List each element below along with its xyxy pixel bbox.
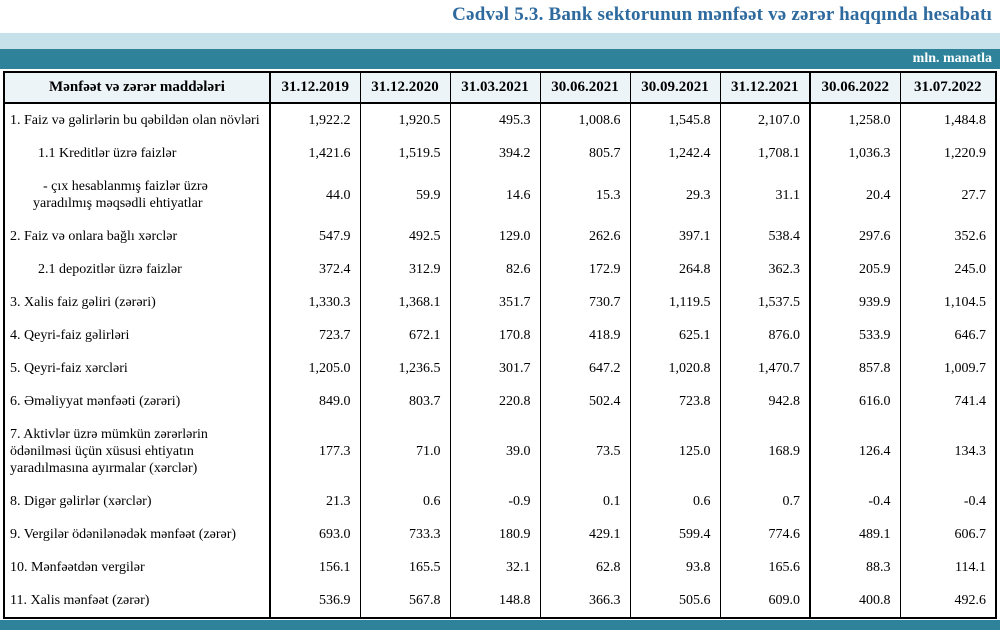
value-cell: 647.2 bbox=[540, 352, 630, 385]
value-cell: 177.3 bbox=[270, 418, 360, 485]
value-cell: 646.7 bbox=[900, 319, 996, 352]
value-cell: 609.0 bbox=[720, 584, 810, 618]
value-cell: 672.1 bbox=[360, 319, 450, 352]
row-label: 7. Aktivlər üzrə mümkün zərərlərin ödənilməsi üçün xüsusi ehtiyatın yaradılmasına ayırmalar (xərclər) bbox=[4, 418, 270, 485]
value-cell: 180.9 bbox=[450, 518, 540, 551]
value-cell: 165.6 bbox=[720, 551, 810, 584]
value-cell: 505.6 bbox=[630, 584, 720, 618]
table-row bbox=[4, 385, 996, 418]
value-cell: -0.4 bbox=[810, 485, 900, 518]
unit-label: mln. manatla bbox=[912, 51, 992, 66]
value-cell: 1,421.6 bbox=[270, 137, 360, 170]
row-label: 8. Digər gəlirlər (xərclər) bbox=[4, 485, 270, 518]
table-row bbox=[4, 551, 996, 584]
row-label: 3. Xalis faiz gəliri (zərəri) bbox=[4, 286, 270, 319]
row-label: - çıx hesablanmış faizlər üzrə yaradılmış məqsədli ehtiyatlar bbox=[4, 170, 270, 220]
table-row bbox=[4, 137, 996, 170]
row-label: 10. Mənfəətdən vergilər bbox=[4, 551, 270, 584]
header-items-column: Mənfəət və zərər maddələri bbox=[4, 72, 270, 103]
row-label: 1. Faiz və gəlirlərin bu qəbildən olan növləri bbox=[4, 103, 270, 137]
value-cell: 59.9 bbox=[360, 170, 450, 220]
value-cell: 1,920.5 bbox=[360, 103, 450, 137]
value-cell: 20.4 bbox=[810, 170, 900, 220]
header-date-column: 30.06.2021 bbox=[540, 72, 630, 103]
value-cell: 489.1 bbox=[810, 518, 900, 551]
value-cell: 805.7 bbox=[540, 137, 630, 170]
value-cell: 429.1 bbox=[540, 518, 630, 551]
value-cell: 172.9 bbox=[540, 253, 630, 286]
value-cell: 693.0 bbox=[270, 518, 360, 551]
value-cell: 15.3 bbox=[540, 170, 630, 220]
value-cell: 0.6 bbox=[630, 485, 720, 518]
row-label: 9. Vergilər ödənilənədək mənfəət (zərər) bbox=[4, 518, 270, 551]
value-cell: 14.6 bbox=[450, 170, 540, 220]
value-cell: 2,107.0 bbox=[720, 103, 810, 137]
value-cell: 264.8 bbox=[630, 253, 720, 286]
value-cell: 125.0 bbox=[630, 418, 720, 485]
row-label: 1.1 Kreditlər üzrə faizlər bbox=[4, 137, 270, 170]
value-cell: 312.9 bbox=[360, 253, 450, 286]
table-row bbox=[4, 170, 996, 220]
value-cell: 567.8 bbox=[360, 584, 450, 618]
value-cell: 0.7 bbox=[720, 485, 810, 518]
value-cell: 733.3 bbox=[360, 518, 450, 551]
value-cell: 492.5 bbox=[360, 220, 450, 253]
value-cell: 1,036.3 bbox=[810, 137, 900, 170]
value-cell: 606.7 bbox=[900, 518, 996, 551]
value-cell: 394.2 bbox=[450, 137, 540, 170]
value-cell: 156.1 bbox=[270, 551, 360, 584]
value-cell: 1,205.0 bbox=[270, 352, 360, 385]
value-cell: 351.7 bbox=[450, 286, 540, 319]
value-cell: 730.7 bbox=[540, 286, 630, 319]
value-cell: 599.4 bbox=[630, 518, 720, 551]
value-cell: 1,020.8 bbox=[630, 352, 720, 385]
value-cell: 1,519.5 bbox=[360, 137, 450, 170]
row-label: 6. Əməliyyat mənfəəti (zərəri) bbox=[4, 385, 270, 418]
header-date-column: 30.09.2021 bbox=[630, 72, 720, 103]
header-date-column: 30.06.2022 bbox=[810, 72, 900, 103]
value-cell: 547.9 bbox=[270, 220, 360, 253]
value-cell: 857.8 bbox=[810, 352, 900, 385]
table-row bbox=[4, 220, 996, 253]
table-row bbox=[4, 518, 996, 551]
header-date-column: 31.12.2021 bbox=[720, 72, 810, 103]
value-cell: 418.9 bbox=[540, 319, 630, 352]
value-cell: 0.1 bbox=[540, 485, 630, 518]
value-cell: 1,484.8 bbox=[900, 103, 996, 137]
value-cell: -0.9 bbox=[450, 485, 540, 518]
value-cell: 400.8 bbox=[810, 584, 900, 618]
row-label: 5. Qeyri-faiz xərcləri bbox=[4, 352, 270, 385]
value-cell: 31.1 bbox=[720, 170, 810, 220]
value-cell: 27.7 bbox=[900, 170, 996, 220]
table-row bbox=[4, 485, 996, 518]
value-cell: 1,470.7 bbox=[720, 352, 810, 385]
unit-bar bbox=[0, 49, 1000, 69]
value-cell: -0.4 bbox=[900, 485, 996, 518]
value-cell: 165.5 bbox=[360, 551, 450, 584]
value-cell: 1,242.4 bbox=[630, 137, 720, 170]
value-cell: 44.0 bbox=[270, 170, 360, 220]
row-label: 11. Xalis mənfəət (zərər) bbox=[4, 584, 270, 618]
value-cell: 1,258.0 bbox=[810, 103, 900, 137]
value-cell: 741.4 bbox=[900, 385, 996, 418]
value-cell: 168.9 bbox=[720, 418, 810, 485]
decor-bar-light bbox=[0, 33, 1000, 49]
value-cell: 1,009.7 bbox=[900, 352, 996, 385]
table-header bbox=[4, 72, 996, 103]
header-date-column: 31.07.2022 bbox=[900, 72, 996, 103]
value-cell: 492.6 bbox=[900, 584, 996, 618]
value-cell: 134.3 bbox=[900, 418, 996, 485]
value-cell: 114.1 bbox=[900, 551, 996, 584]
value-cell: 32.1 bbox=[450, 551, 540, 584]
row-label: 2.1 depozitlər üzrə faizlər bbox=[4, 253, 270, 286]
value-cell: 1,008.6 bbox=[540, 103, 630, 137]
value-cell: 39.0 bbox=[450, 418, 540, 485]
value-cell: 170.8 bbox=[450, 319, 540, 352]
table-row bbox=[4, 286, 996, 319]
value-cell: 1,922.2 bbox=[270, 103, 360, 137]
profit-loss-table bbox=[3, 71, 997, 619]
value-cell: 533.9 bbox=[810, 319, 900, 352]
row-label: 4. Qeyri-faiz gəlirləri bbox=[4, 319, 270, 352]
value-cell: 803.7 bbox=[360, 385, 450, 418]
value-cell: 71.0 bbox=[360, 418, 450, 485]
value-cell: 301.7 bbox=[450, 352, 540, 385]
value-cell: 939.9 bbox=[810, 286, 900, 319]
bottom-bar bbox=[0, 620, 1000, 630]
value-cell: 1,537.5 bbox=[720, 286, 810, 319]
value-cell: 397.1 bbox=[630, 220, 720, 253]
table-row bbox=[4, 253, 996, 286]
value-cell: 1,708.1 bbox=[720, 137, 810, 170]
value-cell: 495.3 bbox=[450, 103, 540, 137]
header-date-column: 31.03.2021 bbox=[450, 72, 540, 103]
header-date-column: 31.12.2019 bbox=[270, 72, 360, 103]
value-cell: 21.3 bbox=[270, 485, 360, 518]
value-cell: 82.6 bbox=[450, 253, 540, 286]
value-cell: 1,119.5 bbox=[630, 286, 720, 319]
table-row bbox=[4, 352, 996, 385]
value-cell: 148.8 bbox=[450, 584, 540, 618]
value-cell: 73.5 bbox=[540, 418, 630, 485]
value-cell: 88.3 bbox=[810, 551, 900, 584]
value-cell: 126.4 bbox=[810, 418, 900, 485]
value-cell: 1,330.3 bbox=[270, 286, 360, 319]
value-cell: 1,368.1 bbox=[360, 286, 450, 319]
value-cell: 93.8 bbox=[630, 551, 720, 584]
value-cell: 29.3 bbox=[630, 170, 720, 220]
value-cell: 1,104.5 bbox=[900, 286, 996, 319]
page-title: Cədvəl 5.3. Bank sektorunun mənfəət və zərər haqqında hesabatı bbox=[452, 4, 992, 25]
table-body bbox=[4, 103, 996, 618]
value-cell: 876.0 bbox=[720, 319, 810, 352]
value-cell: 1,545.8 bbox=[630, 103, 720, 137]
report-page bbox=[0, 4, 1000, 630]
value-cell: 366.3 bbox=[540, 584, 630, 618]
value-cell: 502.4 bbox=[540, 385, 630, 418]
value-cell: 849.0 bbox=[270, 385, 360, 418]
value-cell: 723.7 bbox=[270, 319, 360, 352]
table-row bbox=[4, 418, 996, 485]
value-cell: 1,220.9 bbox=[900, 137, 996, 170]
value-cell: 616.0 bbox=[810, 385, 900, 418]
value-cell: 245.0 bbox=[900, 253, 996, 286]
value-cell: 205.9 bbox=[810, 253, 900, 286]
value-cell: 262.6 bbox=[540, 220, 630, 253]
value-cell: 352.6 bbox=[900, 220, 996, 253]
value-cell: 942.8 bbox=[720, 385, 810, 418]
row-label: 2. Faiz və onlara bağlı xərclər bbox=[4, 220, 270, 253]
table-row bbox=[4, 584, 996, 618]
value-cell: 723.8 bbox=[630, 385, 720, 418]
value-cell: 129.0 bbox=[450, 220, 540, 253]
table-row bbox=[4, 103, 996, 137]
header-row bbox=[4, 72, 996, 103]
header-date-column: 31.12.2020 bbox=[360, 72, 450, 103]
value-cell: 297.6 bbox=[810, 220, 900, 253]
value-cell: 1,236.5 bbox=[360, 352, 450, 385]
value-cell: 0.6 bbox=[360, 485, 450, 518]
value-cell: 362.3 bbox=[720, 253, 810, 286]
table-row bbox=[4, 319, 996, 352]
value-cell: 372.4 bbox=[270, 253, 360, 286]
value-cell: 536.9 bbox=[270, 584, 360, 618]
value-cell: 220.8 bbox=[450, 385, 540, 418]
value-cell: 625.1 bbox=[630, 319, 720, 352]
value-cell: 538.4 bbox=[720, 220, 810, 253]
value-cell: 62.8 bbox=[540, 551, 630, 584]
value-cell: 774.6 bbox=[720, 518, 810, 551]
